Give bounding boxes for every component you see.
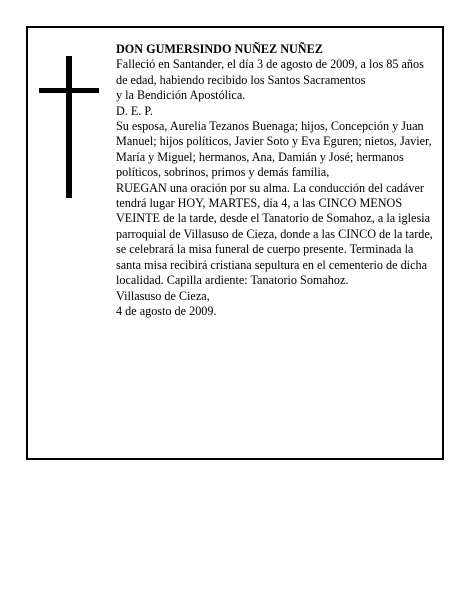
blessing-line: y la Bendición Apostólica. [116, 88, 246, 103]
cross-horizontal-bar [39, 88, 99, 93]
cross-vertical-bar [66, 56, 72, 198]
obituary-notice [26, 26, 444, 460]
date-line: 4 de agosto de 2009. [116, 303, 217, 318]
rip-line: D. E. P. [116, 103, 153, 118]
funeral-details: RUEGAN una oración por su alma. La conducción del cadáver tendrá lugar HOY, MARTES, día 4, a las CINCO MENOS VEINTE de la tarde, desde el Tanatorio de Somahoz, a la iglesia parroquial de Villasuso de Cieza, donde a las CINCO de la tarde, se celebrará la misa funeral de cuerpo presente. Terminada la santa misa recibirá cristiana sepultura en el cementerio de dicha localidad. Capilla ardiente: Tanatorio Somahoz. [116, 180, 433, 288]
death-announcement: Falleció en Santander, el día 3 de agosto de 2009, a los 85 años de edad, habiendo recibido los Santos Sacramentos [116, 57, 424, 87]
family-list: Su esposa, Aurelia Tezanos Buenaga; hijos, Concepción y Juan Manuel; hijos políticos, Javier Soto y Eva Eguren; nietos, Javier, María y Miguel; hermanos, Ana, Damián y José; hermanos políticos, sobrinos, primos y demás familia, [116, 119, 432, 180]
place-line: Villasuso de Cieza, [116, 288, 210, 303]
deceased-name: DON GUMERSINDO NUÑEZ NUÑEZ [116, 42, 323, 56]
notice-text [116, 42, 434, 319]
